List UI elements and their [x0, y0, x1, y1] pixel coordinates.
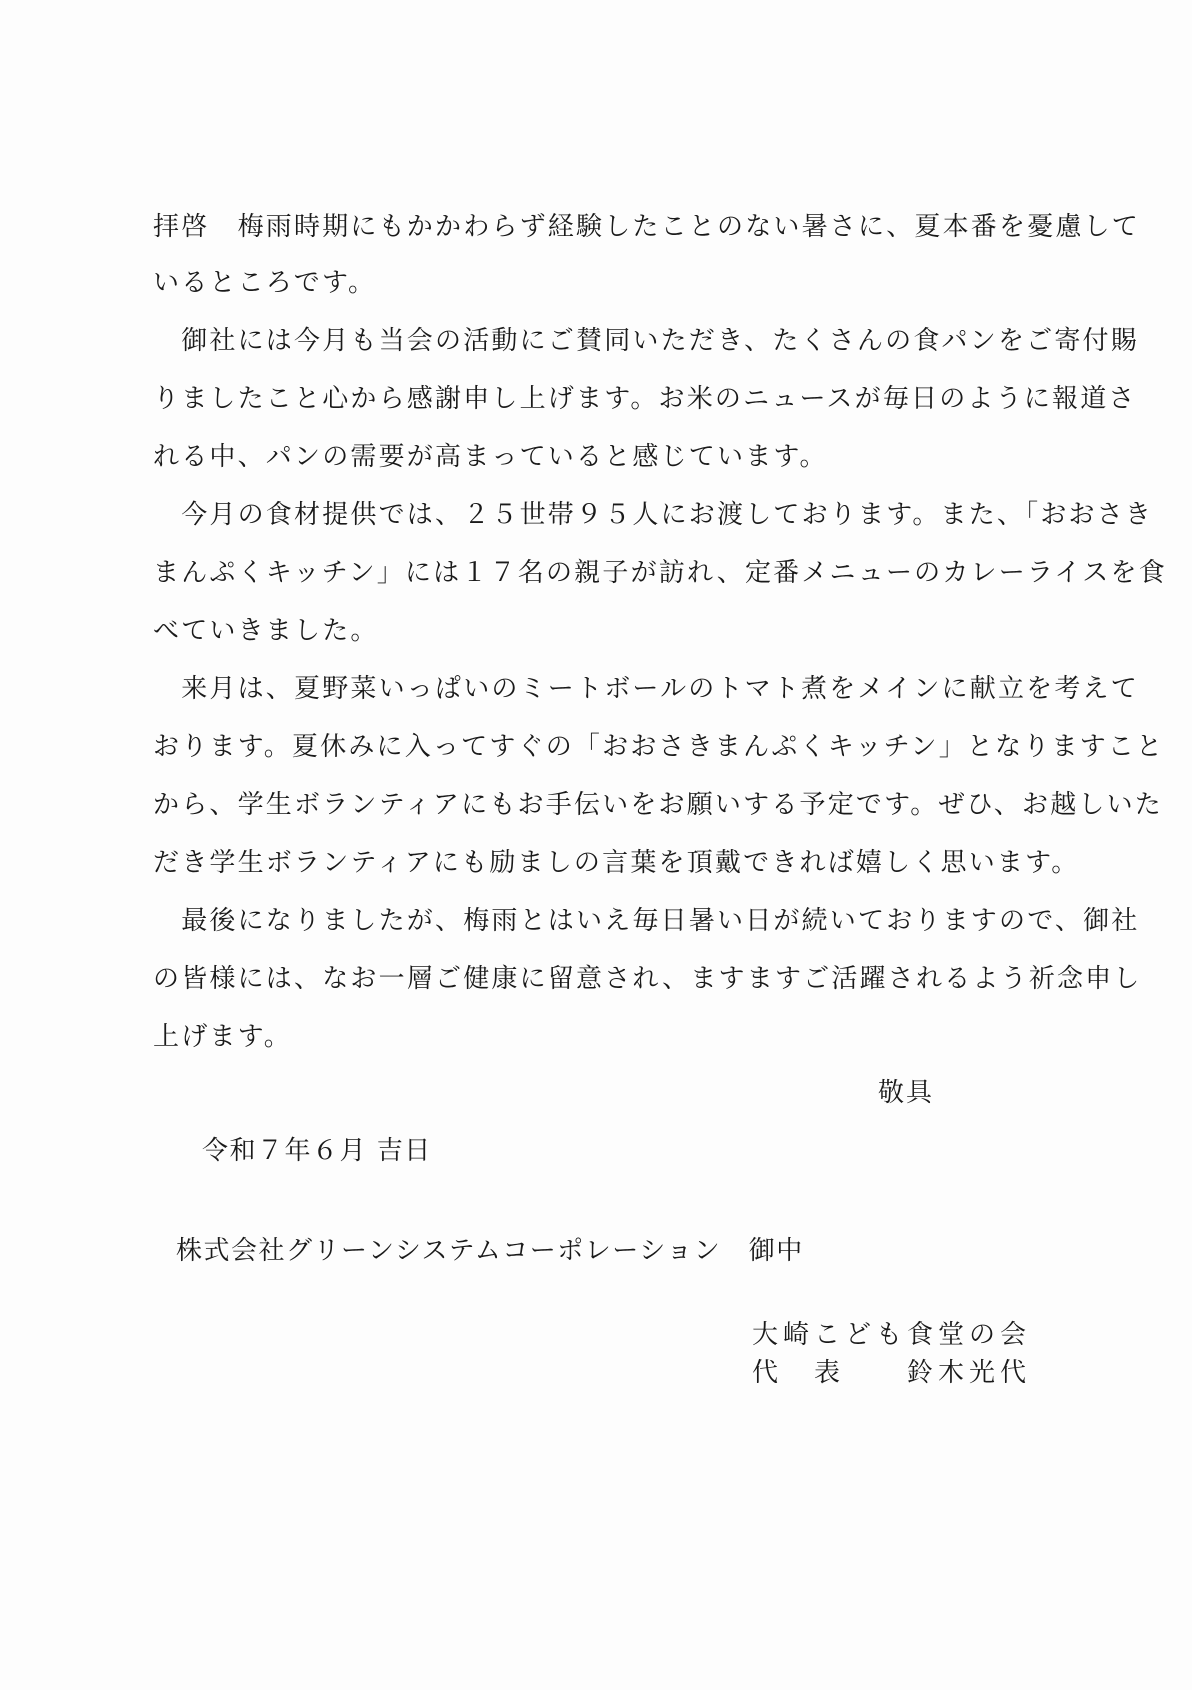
- body-line-12: だき学生ボランティアにも励ましの言葉を頂戴できれば嬉しく思います。: [153, 848, 1080, 878]
- body-line-5: れる中、パンの需要が高まっていると感じています。: [153, 442, 828, 472]
- recipient-name: 株式会社グリーンシステムコーポレーション 御中: [176, 1236, 804, 1266]
- closing-keigu: 敬具: [877, 1078, 934, 1108]
- body-line-9: 来月は、夏野菜いっぱいのミートボールのトマト煮をメインに献立を考えて: [153, 674, 1139, 704]
- body-line-3: 御社には今月も当会の活動にご賛同いただき、たくさんの食パンをご寄付賜: [153, 326, 1139, 356]
- body-line-13: 最後になりましたが、梅雨とはいえ毎日暑い日が続いておりますので、御社: [153, 906, 1140, 936]
- body-line-6: 今月の食材提供では、２５世帯９５人にお渡しております。また、「おおさき: [153, 500, 1154, 530]
- body-line-2: いるところです。: [153, 268, 377, 298]
- body-line-1: 拝啓 梅雨時期にもかかわらず経験したことのない暑さに、夏本番を憂慮して: [153, 212, 1141, 242]
- sender-representative: 代 表 鈴木光代: [752, 1358, 1032, 1388]
- body-line-7: まんぷくキッチン」には１７名の親子が訪れ、定番メニューのカレーライスを食: [153, 558, 1167, 588]
- body-line-8: べていきました。: [153, 616, 379, 646]
- body-line-10: おります。夏休みに入ってすぐの「おおさきまんぷくキッチン」となりますこと: [153, 732, 1165, 762]
- body-line-4: りましたこと心から感謝申し上げます。お米のニュースが毎日のように報道さ: [153, 384, 1137, 414]
- letter-date: 令和７年６月 吉日: [202, 1136, 432, 1166]
- body-line-11: から、学生ボランティアにもお手伝いをお願いする予定です。ぜひ、お越しいた: [153, 790, 1164, 820]
- body-line-14: の皆様には、なお一層ご健康に留意され、ますますご活躍されるよう祈念申し: [153, 964, 1142, 994]
- body-line-15: 上げます。: [153, 1022, 292, 1052]
- sender-organization: 大崎こども食堂の会: [752, 1320, 1032, 1350]
